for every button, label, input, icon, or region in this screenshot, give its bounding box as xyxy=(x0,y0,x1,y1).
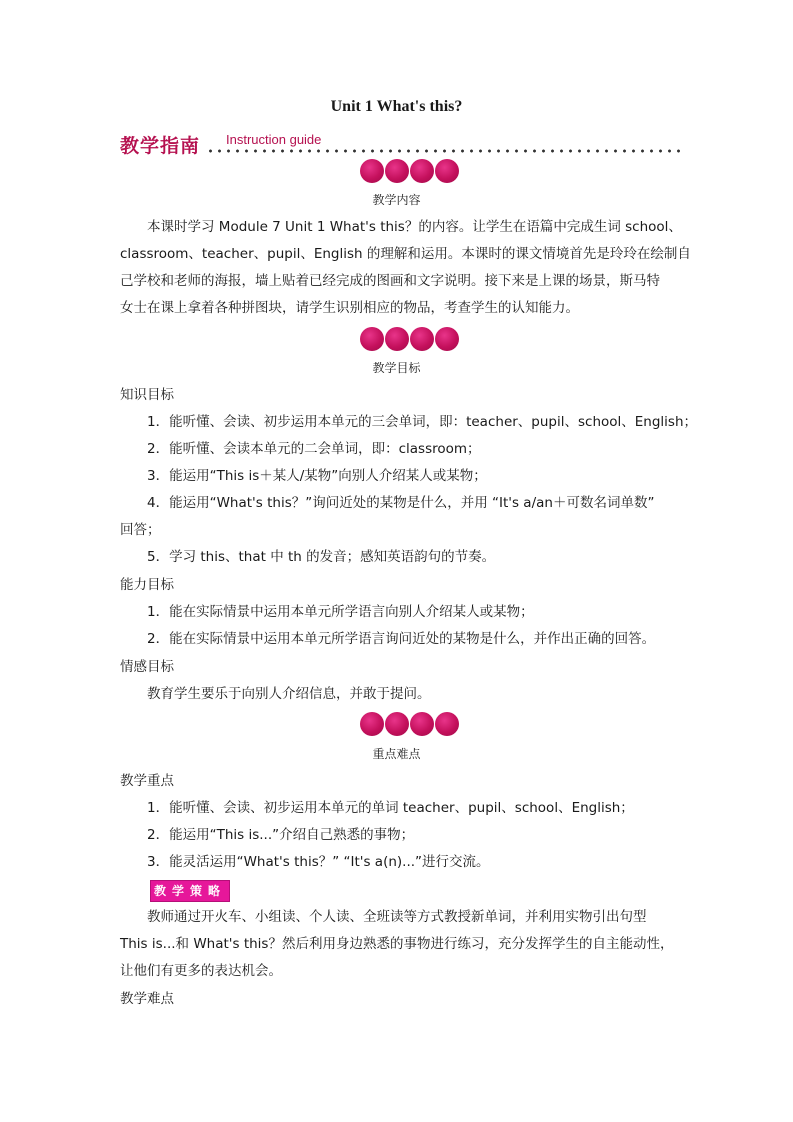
ball-icon xyxy=(410,712,434,736)
content-line: 女士在课上拿着各种拼图块，请学生识别相应的物品，考查学生的认知能力。 xyxy=(120,300,579,316)
ball-icon xyxy=(385,712,409,736)
page-title: Unit 1 What's this? xyxy=(330,98,463,115)
subheading-ability: 能力目标 xyxy=(120,577,174,593)
knowledge-item: 2．能听懂、会读本单元的二会单词，即：classroom； xyxy=(147,441,481,457)
section-heading-key: 重点难点 xyxy=(372,747,421,761)
guide-title-en: Instruction guide xyxy=(226,132,322,147)
strategy-line: 教师通过开火车、小组读、个人读、全班读等方式教授新单词，并利用实物引出句型 xyxy=(147,909,647,925)
subheading-emotion: 情感目标 xyxy=(120,659,174,675)
section-heading-goals: 教学目标 xyxy=(372,361,421,375)
guide-title-cn: 教学指南 xyxy=(120,135,201,157)
ability-item: 2．能在实际情景中运用本单元所学语言询问近处的某物是什么，并作出正确的回答。 xyxy=(147,631,656,647)
ball-icon xyxy=(435,327,459,351)
subheading-difficulty: 教学难点 xyxy=(120,991,174,1007)
ball-icon xyxy=(435,159,459,183)
focus-item: 2．能运用“This is...”介绍自己熟悉的事物； xyxy=(147,827,415,843)
focus-item: 1．能听懂、会读、初步运用本单元的单词 teacher、pupil、school、English； xyxy=(147,800,634,816)
content-line: 己学校和老师的海报，墙上贴着已经完成的图画和文字说明。接下来是上课的场景，斯马特 xyxy=(120,273,660,289)
subheading-focus: 教学重点 xyxy=(120,773,174,789)
content-line: classroom、teacher、pupil、English 的理解和运用。本课时的课文情境首先是玲玲在绘制自 xyxy=(120,246,691,262)
emotion-item: 教育学生要乐于向别人介绍信息，并敢于提问。 xyxy=(147,686,431,702)
ball-icon xyxy=(360,327,384,351)
knowledge-item: 3．能运用“This is＋某人/某物”向别人介绍某人或某物； xyxy=(147,468,487,484)
section-ornament-icon xyxy=(360,327,462,351)
ball-icon xyxy=(385,159,409,183)
knowledge-item: 1．能听懂、会读、初步运用本单元的三会单词，即：teacher、pupil、school、English； xyxy=(147,414,698,430)
ball-icon xyxy=(360,712,384,736)
strategy-line: This is...和 What's this？然后利用身边熟悉的事物进行练习，充分发挥学生的自主能动性， xyxy=(120,936,674,952)
subheading-knowledge: 知识目标 xyxy=(120,387,174,403)
section-ornament-icon xyxy=(360,159,462,183)
content-line: 本课时学习 Module 7 Unit 1 What's this？的内容。让学生在语篇中完成生词 school、 xyxy=(147,219,682,235)
ability-item: 1．能在实际情景中运用本单元所学语言向别人介绍某人或某物； xyxy=(147,604,534,620)
knowledge-item: 回答； xyxy=(120,522,161,538)
ball-icon xyxy=(410,327,434,351)
knowledge-item: 4．能运用“What's this？”询问近处的某物是什么，并用 “It's a/an＋可数名词单数” xyxy=(147,495,655,511)
ball-icon xyxy=(360,159,384,183)
focus-item: 3．能灵活运用“What's this？” “It's a(n)...”进行交流。 xyxy=(147,854,490,870)
section-heading-content: 教学内容 xyxy=(372,193,421,207)
strategy-line: 让他们有更多的表达机会。 xyxy=(120,963,282,979)
ball-icon xyxy=(410,159,434,183)
knowledge-item: 5．学习 this、that 中 th 的发音；感知英语韵句的节奏。 xyxy=(147,549,496,565)
instruction-guide-banner xyxy=(120,126,685,158)
strategy-badge: 教学策略 xyxy=(150,880,230,902)
ball-icon xyxy=(385,327,409,351)
dotted-divider xyxy=(206,148,685,154)
ball-icon xyxy=(435,712,459,736)
section-ornament-icon xyxy=(360,712,462,736)
